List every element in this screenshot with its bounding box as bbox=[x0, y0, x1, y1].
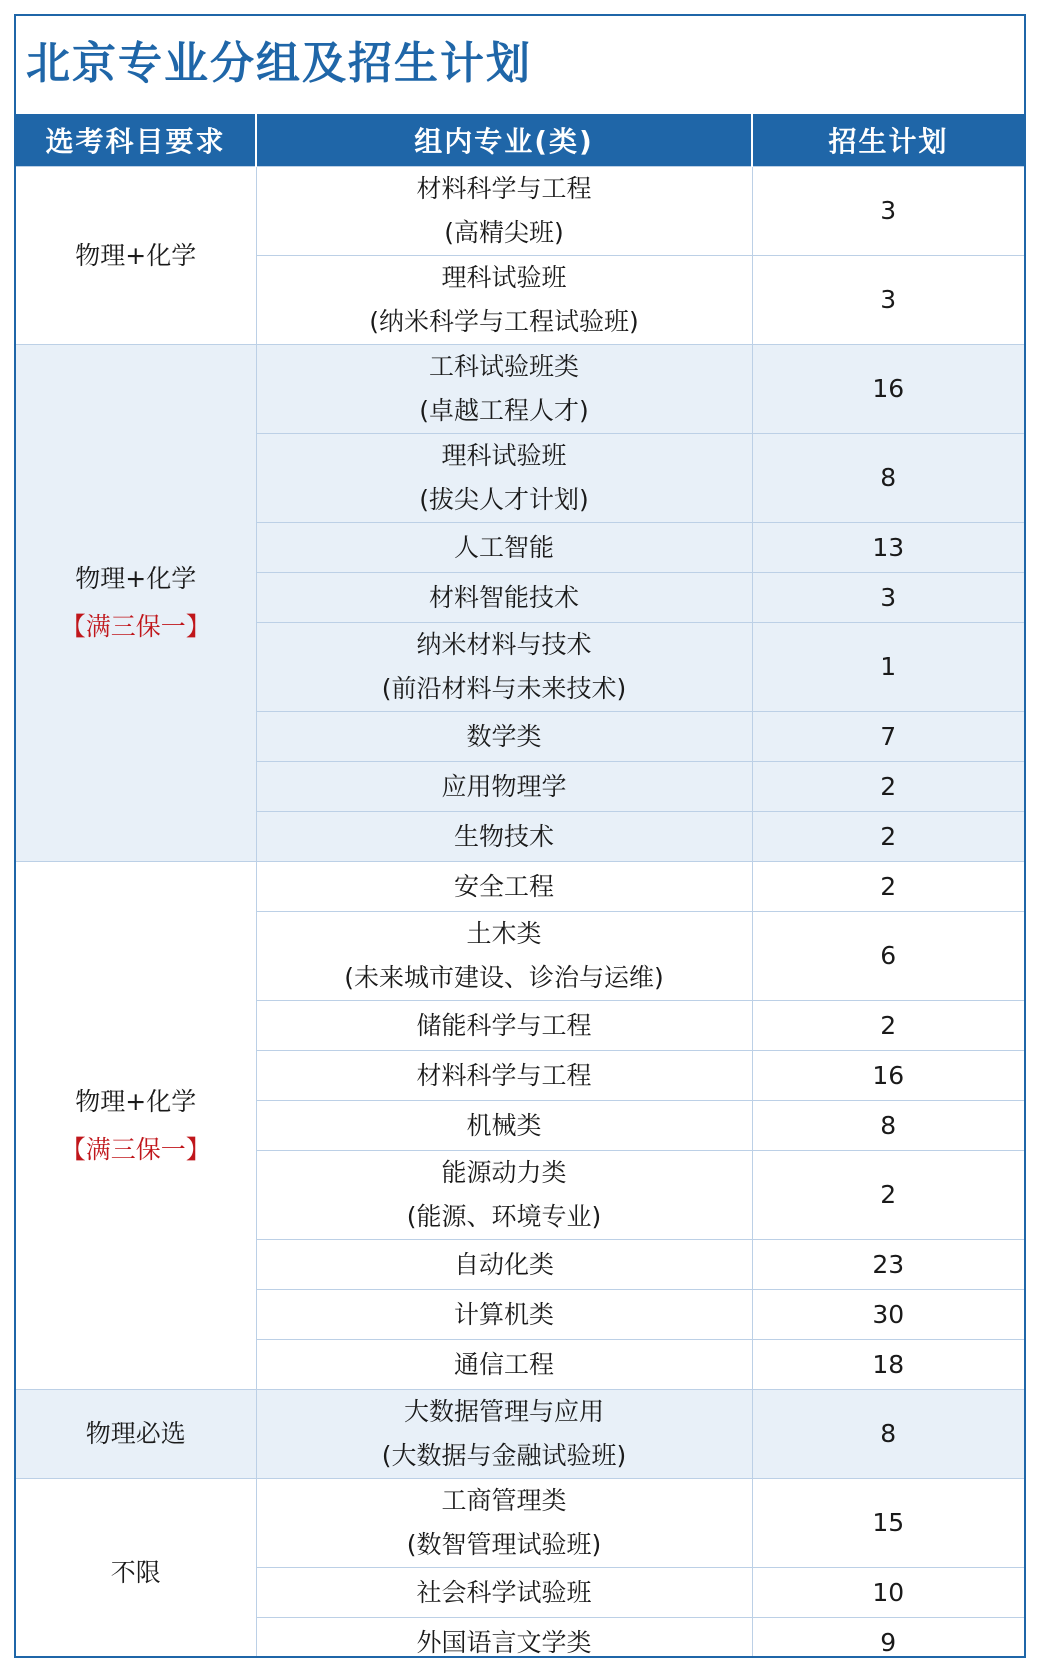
requirement-text: 物理+化学 bbox=[75, 240, 197, 270]
major-cell bbox=[256, 1390, 752, 1479]
major-subtitle: (卓越工程人才) bbox=[419, 396, 589, 425]
major-subtitle: (未来城市建设、诊治与运维) bbox=[344, 963, 664, 992]
major-subtitle: (前沿材料与未来技术) bbox=[381, 674, 627, 703]
major-name: 工科试验班类 bbox=[428, 352, 579, 381]
plan-count: 1 bbox=[752, 623, 1024, 712]
major-cell bbox=[256, 573, 752, 623]
header-plan: 招生计划 bbox=[752, 114, 1024, 167]
major-subtitle: (大数据与金融试验班) bbox=[381, 1441, 627, 1470]
requirement-text: 物理必选 bbox=[85, 1419, 186, 1448]
plan-count: 3 bbox=[752, 256, 1024, 345]
requirement-cell bbox=[16, 167, 256, 345]
requirement-cell bbox=[16, 1479, 256, 1659]
major-name: 理科试验班 bbox=[441, 263, 567, 292]
major-name: 大数据管理与应用 bbox=[403, 1397, 604, 1426]
major-name: 机械类 bbox=[466, 1110, 542, 1140]
major-cell bbox=[256, 1479, 752, 1568]
major-name: 应用物理学 bbox=[441, 771, 567, 801]
plan-count: 16 bbox=[752, 345, 1024, 434]
plan-count: 18 bbox=[752, 1340, 1024, 1390]
major-name: 计算机类 bbox=[453, 1299, 554, 1329]
header-major: 组内专业(类) bbox=[256, 114, 752, 167]
plan-count: 2 bbox=[752, 862, 1024, 912]
major-name: 储能科学与工程 bbox=[416, 1010, 592, 1040]
major-subtitle: (拔尖人才计划) bbox=[419, 485, 589, 514]
plan-count: 8 bbox=[752, 1390, 1024, 1479]
major-cell bbox=[256, 167, 752, 256]
requirement-cell bbox=[16, 862, 256, 1390]
plan-count: 2 bbox=[752, 1151, 1024, 1240]
major-cell bbox=[256, 812, 752, 862]
major-subtitle: (纳米科学与工程试验班) bbox=[369, 307, 639, 336]
table-header-row bbox=[16, 114, 1024, 167]
major-cell bbox=[256, 1001, 752, 1051]
major-name: 材料智能技术 bbox=[428, 582, 579, 612]
major-subtitle: (能源、环境专业) bbox=[406, 1202, 602, 1231]
plan-count: 9 bbox=[752, 1618, 1024, 1659]
major-cell bbox=[256, 256, 752, 345]
major-cell bbox=[256, 434, 752, 523]
header-requirement: 选考科目要求 bbox=[16, 114, 256, 167]
plan-count: 3 bbox=[752, 167, 1024, 256]
major-cell bbox=[256, 1340, 752, 1390]
major-cell bbox=[256, 712, 752, 762]
plan-count: 2 bbox=[752, 1001, 1024, 1051]
enrollment-plan-table bbox=[16, 114, 1024, 1658]
guarantee-tag: 【满三保一】 bbox=[60, 1134, 211, 1164]
major-cell bbox=[256, 862, 752, 912]
plan-count: 10 bbox=[752, 1568, 1024, 1618]
plan-count: 7 bbox=[752, 712, 1024, 762]
major-cell bbox=[256, 762, 752, 812]
plan-count: 16 bbox=[752, 1051, 1024, 1101]
plan-count: 23 bbox=[752, 1240, 1024, 1290]
major-subtitle: (数智管理试验班) bbox=[406, 1530, 602, 1559]
plan-card bbox=[14, 14, 1026, 1658]
major-cell bbox=[256, 1101, 752, 1151]
plan-count: 2 bbox=[752, 762, 1024, 812]
major-cell bbox=[256, 1618, 752, 1659]
guarantee-tag: 【满三保一】 bbox=[60, 612, 211, 641]
requirement-text: 物理+化学 bbox=[75, 1086, 197, 1116]
plan-count: 6 bbox=[752, 912, 1024, 1001]
major-name: 材料科学与工程 bbox=[416, 174, 592, 203]
major-name: 能源动力类 bbox=[441, 1158, 567, 1187]
major-name: 数学类 bbox=[466, 721, 542, 751]
major-name: 通信工程 bbox=[453, 1349, 554, 1379]
table-row bbox=[16, 167, 1024, 256]
major-subtitle: (高精尖班) bbox=[444, 218, 564, 247]
major-name: 纳米材料与技术 bbox=[416, 630, 592, 659]
table-row bbox=[16, 862, 1024, 912]
table-body bbox=[16, 167, 1024, 1659]
major-name: 外国语言文学类 bbox=[416, 1627, 592, 1657]
major-cell bbox=[256, 912, 752, 1001]
major-name: 生物技术 bbox=[453, 821, 554, 851]
major-cell bbox=[256, 345, 752, 434]
major-name: 人工智能 bbox=[453, 532, 554, 562]
requirement-cell bbox=[16, 345, 256, 862]
plan-count: 30 bbox=[752, 1290, 1024, 1340]
major-name: 自动化类 bbox=[453, 1249, 554, 1279]
major-name: 理科试验班 bbox=[441, 441, 567, 470]
page-title: 北京专业分组及招生计划 bbox=[26, 38, 532, 89]
requirement-text: 物理+化学 bbox=[75, 564, 197, 593]
plan-count: 3 bbox=[752, 573, 1024, 623]
major-cell bbox=[256, 1290, 752, 1340]
table-row bbox=[16, 345, 1024, 434]
table-row bbox=[16, 1390, 1024, 1479]
major-name: 土木类 bbox=[466, 919, 542, 948]
major-name: 工商管理类 bbox=[441, 1486, 567, 1515]
plan-count: 8 bbox=[752, 1101, 1024, 1151]
major-cell bbox=[256, 1151, 752, 1240]
major-name: 材料科学与工程 bbox=[416, 1060, 592, 1090]
table-row bbox=[16, 1479, 1024, 1568]
plan-count: 2 bbox=[752, 812, 1024, 862]
plan-count: 15 bbox=[752, 1479, 1024, 1568]
major-cell bbox=[256, 1568, 752, 1618]
requirement-text: 不限 bbox=[110, 1557, 161, 1587]
requirement-cell bbox=[16, 1390, 256, 1479]
major-cell bbox=[256, 623, 752, 712]
plan-count: 8 bbox=[752, 434, 1024, 523]
major-name: 社会科学试验班 bbox=[416, 1577, 592, 1607]
major-cell bbox=[256, 1051, 752, 1101]
major-cell bbox=[256, 1240, 752, 1290]
major-name: 安全工程 bbox=[453, 871, 554, 901]
plan-count: 13 bbox=[752, 523, 1024, 573]
major-cell bbox=[256, 523, 752, 573]
